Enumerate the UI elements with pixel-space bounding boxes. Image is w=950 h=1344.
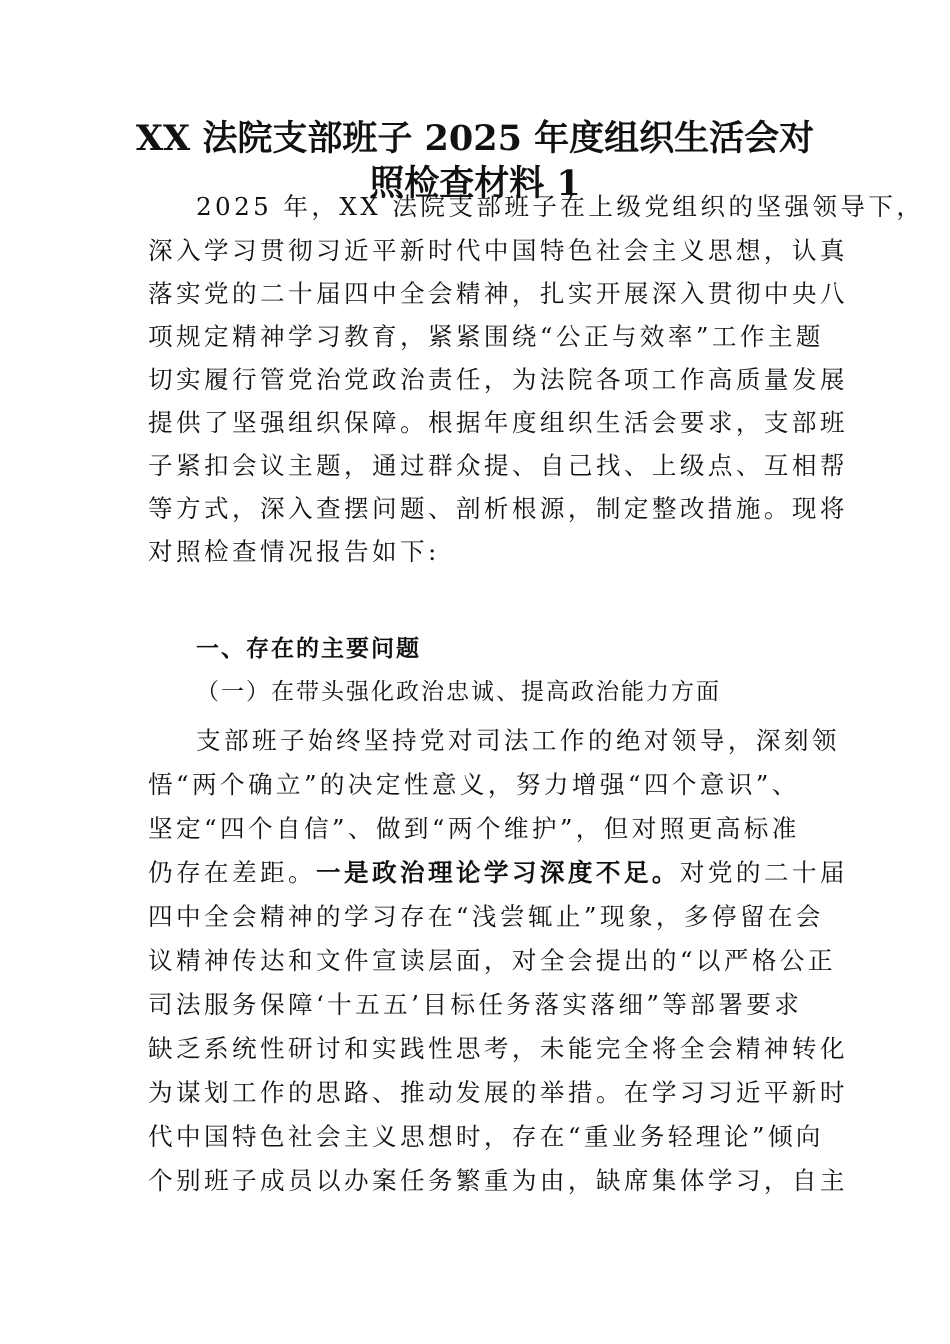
intro-line: 对照检查情况报告如下: [148,537,440,566]
body-line: 代中国特色社会主义思想时，存在“重业务轻理论”倾向 [148,1122,824,1151]
body-line-with-emphasis [148,853,848,893]
intro-line: 深入学习贯彻习近平新时代中国特色社会主义思想，认真 [148,236,848,265]
intro-line: 项规定精神学习教育，紧紧围绕“公正与效率”工作主题 [148,322,824,351]
intro-line: 2025 年，XX 法院支部班子在上级党组织的坚强领导下， [196,192,925,221]
body-line: 议精神传达和文件宣读层面，对全会提出的“以严格公正 [148,946,836,975]
body-line: 司法服务保障‘十五五’目标任务落实落细”等部署要求 [148,990,803,1019]
body-line: 缺乏系统性研讨和实践性思考，未能完全将全会精神转化 [148,1034,848,1063]
body-line: 为谋划工作的思路、推动发展的举措。在学习习近平新时 [148,1078,848,1107]
intro-line: 等方式，深入查摆问题、剖析根源，制定整改措施。现将 [148,494,848,523]
emphasis-point-one: 一是政治理论学习深度不足。 [315,858,680,887]
body-line: 四中全会精神的学习存在“浅尝辄止”现象，多停留在会 [148,902,824,931]
body-text: 对党的二十届 [679,858,848,887]
body-line: 支部班子始终坚持党对司法工作的绝对领导，深刻领 [196,726,840,755]
body-line: 个别班子成员以办案任务繁重为由，缺席集体学习，自主 [148,1166,848,1195]
intro-line: 提供了坚强组织保障。根据年度组织生活会要求，支部班 [148,408,848,437]
intro-line: 切实履行管党治党政治责任，为法院各项工作高质量发展 [148,365,848,394]
document-title-line-1: XX 法院支部班子 2025 年度组织生活会对 [135,118,815,159]
subsection-heading: （一）在带头强化政治忠诚、提高政治能力方面 [196,679,721,705]
intro-line: 子紧扣会议主题，通过群众提、自己找、上级点、互相帮 [148,451,848,480]
intro-line: 落实党的二十届四中全会精神，扎实开展深入贯彻中央八 [148,279,848,308]
section-heading: 一、存在的主要问题 [196,636,421,662]
body-text: 仍存在差距。 [148,858,316,887]
body-line: 坚定“四个自信”、做到“两个维护”，但对照更高标准 [148,814,800,843]
body-line: 悟“两个确立”的决定性意义，努力增强“四个意识”、 [148,770,800,799]
document-title-line-2: 照检查材料 1 [369,163,581,204]
